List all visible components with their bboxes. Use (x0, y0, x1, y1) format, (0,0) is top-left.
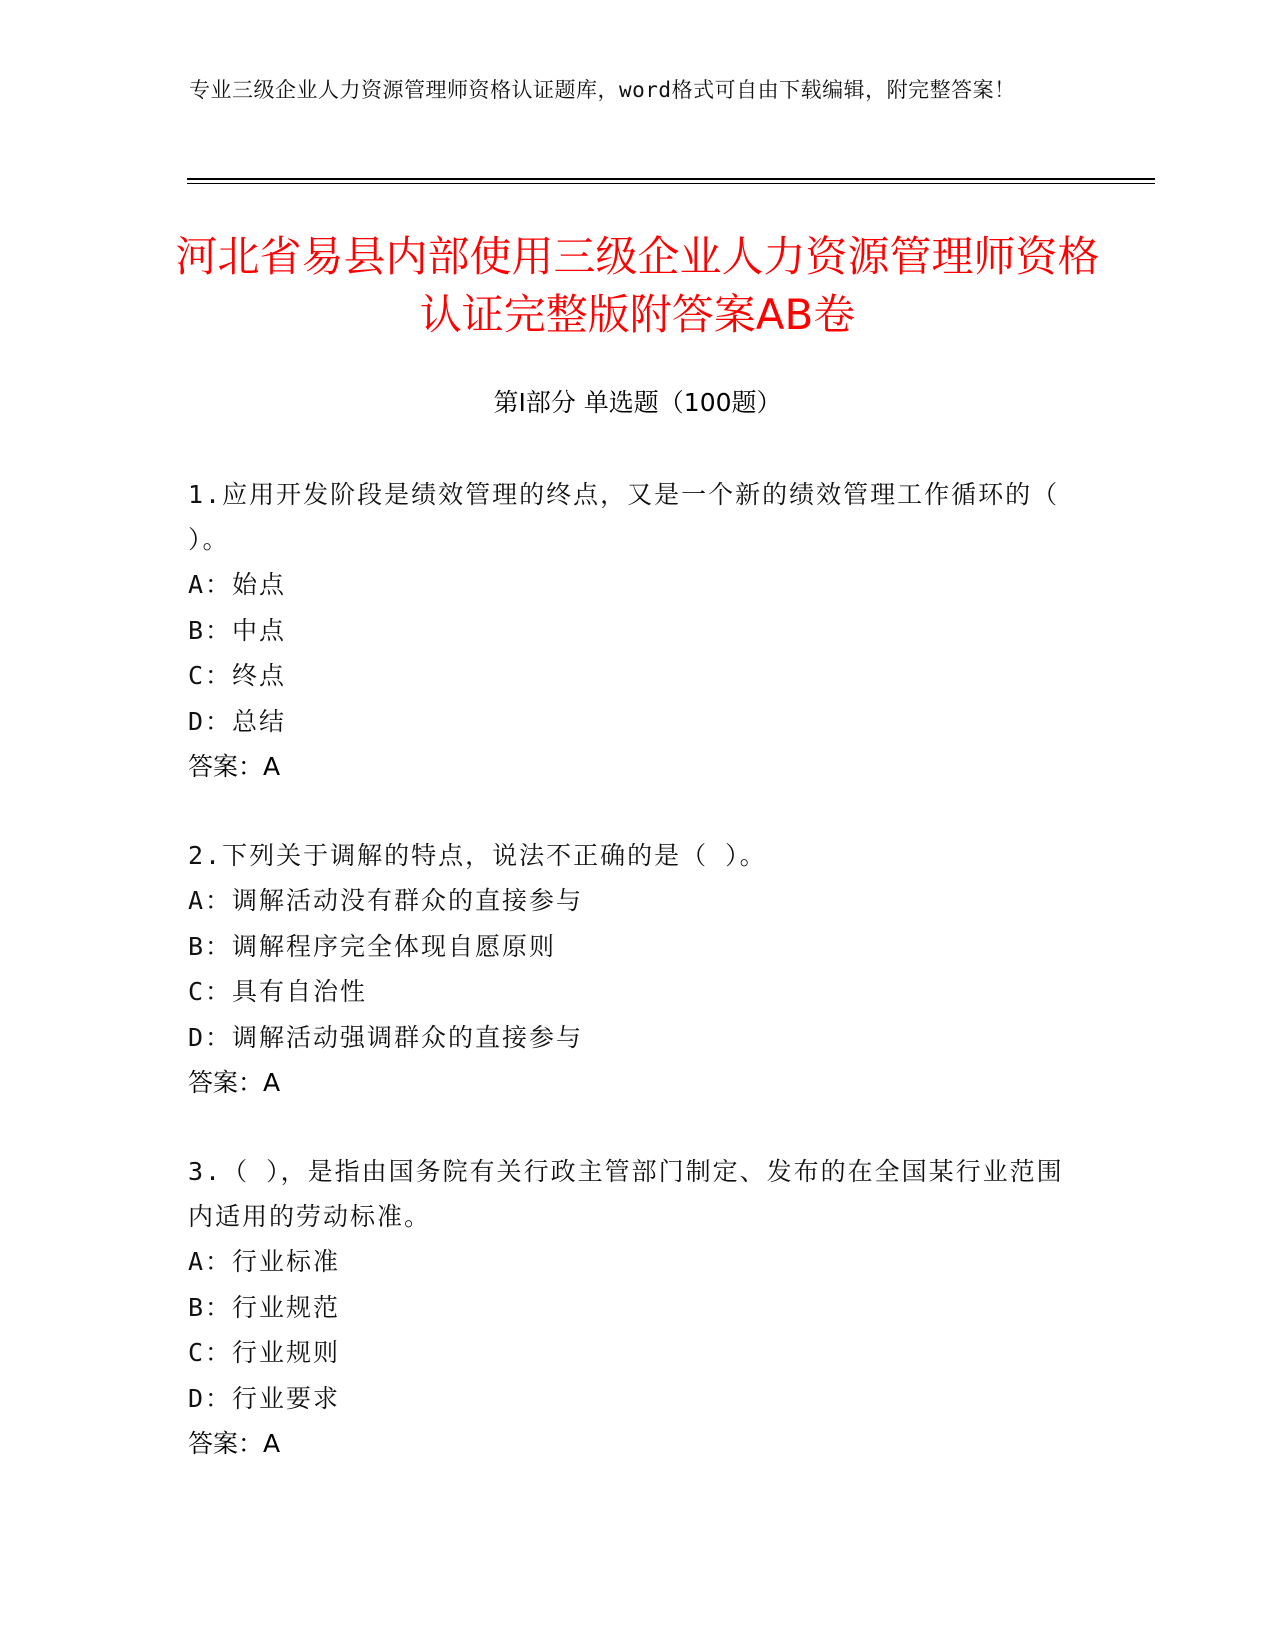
question-3 (188, 1149, 1068, 1466)
option-a: A：行业标准 (188, 1247, 341, 1276)
question-stem: 2.下列关于调解的特点，说法不正确的是（ ）。 (188, 841, 767, 870)
question-stem: 3.（ ），是指由国务院有关行政主管部门制定、发布的在全国某行业范围内适用的劳动标准。 (188, 1157, 1064, 1231)
question-1 (188, 472, 1068, 789)
header-note: 专业三级企业人力资源管理师资格认证题库，word格式可自由下载编辑，附完整答案！ (189, 78, 1016, 102)
option-b: B：中点 (188, 615, 287, 645)
option-b: B：调解程序完全体现自愿原则 (188, 931, 557, 961)
option-c: C：终点 (188, 661, 287, 690)
answer-line: 答案：A (188, 1068, 281, 1097)
answer-line: 答案：A (188, 752, 281, 781)
question-list (188, 472, 1068, 1510)
question-stem: 1.应用开发阶段是绩效管理的终点，又是一个新的绩效管理工作循环的（ ）。 (188, 480, 1060, 554)
option-d: D：总结 (188, 706, 287, 736)
option-a: A：调解活动没有群众的直接参与 (188, 886, 584, 915)
question-2 (188, 833, 1068, 1105)
option-c: C：行业规则 (188, 1338, 341, 1367)
header-divider-thick (187, 178, 1155, 180)
option-d: D：行业要求 (188, 1383, 341, 1413)
document-title: 河北省易县内部使用三级企业人力资源管理师资格认证完整版附答案AB卷 (175, 232, 1100, 339)
option-d: D：调解活动强调群众的直接参与 (188, 1022, 584, 1052)
section-heading: 第Ⅰ部分 单选题（100题） (493, 388, 782, 417)
option-a: A：始点 (188, 570, 287, 599)
answer-line: 答案：A (188, 1429, 281, 1458)
header-divider-thin (187, 183, 1155, 184)
option-b: B：行业规范 (188, 1292, 341, 1322)
option-c: C：具有自治性 (188, 977, 368, 1006)
